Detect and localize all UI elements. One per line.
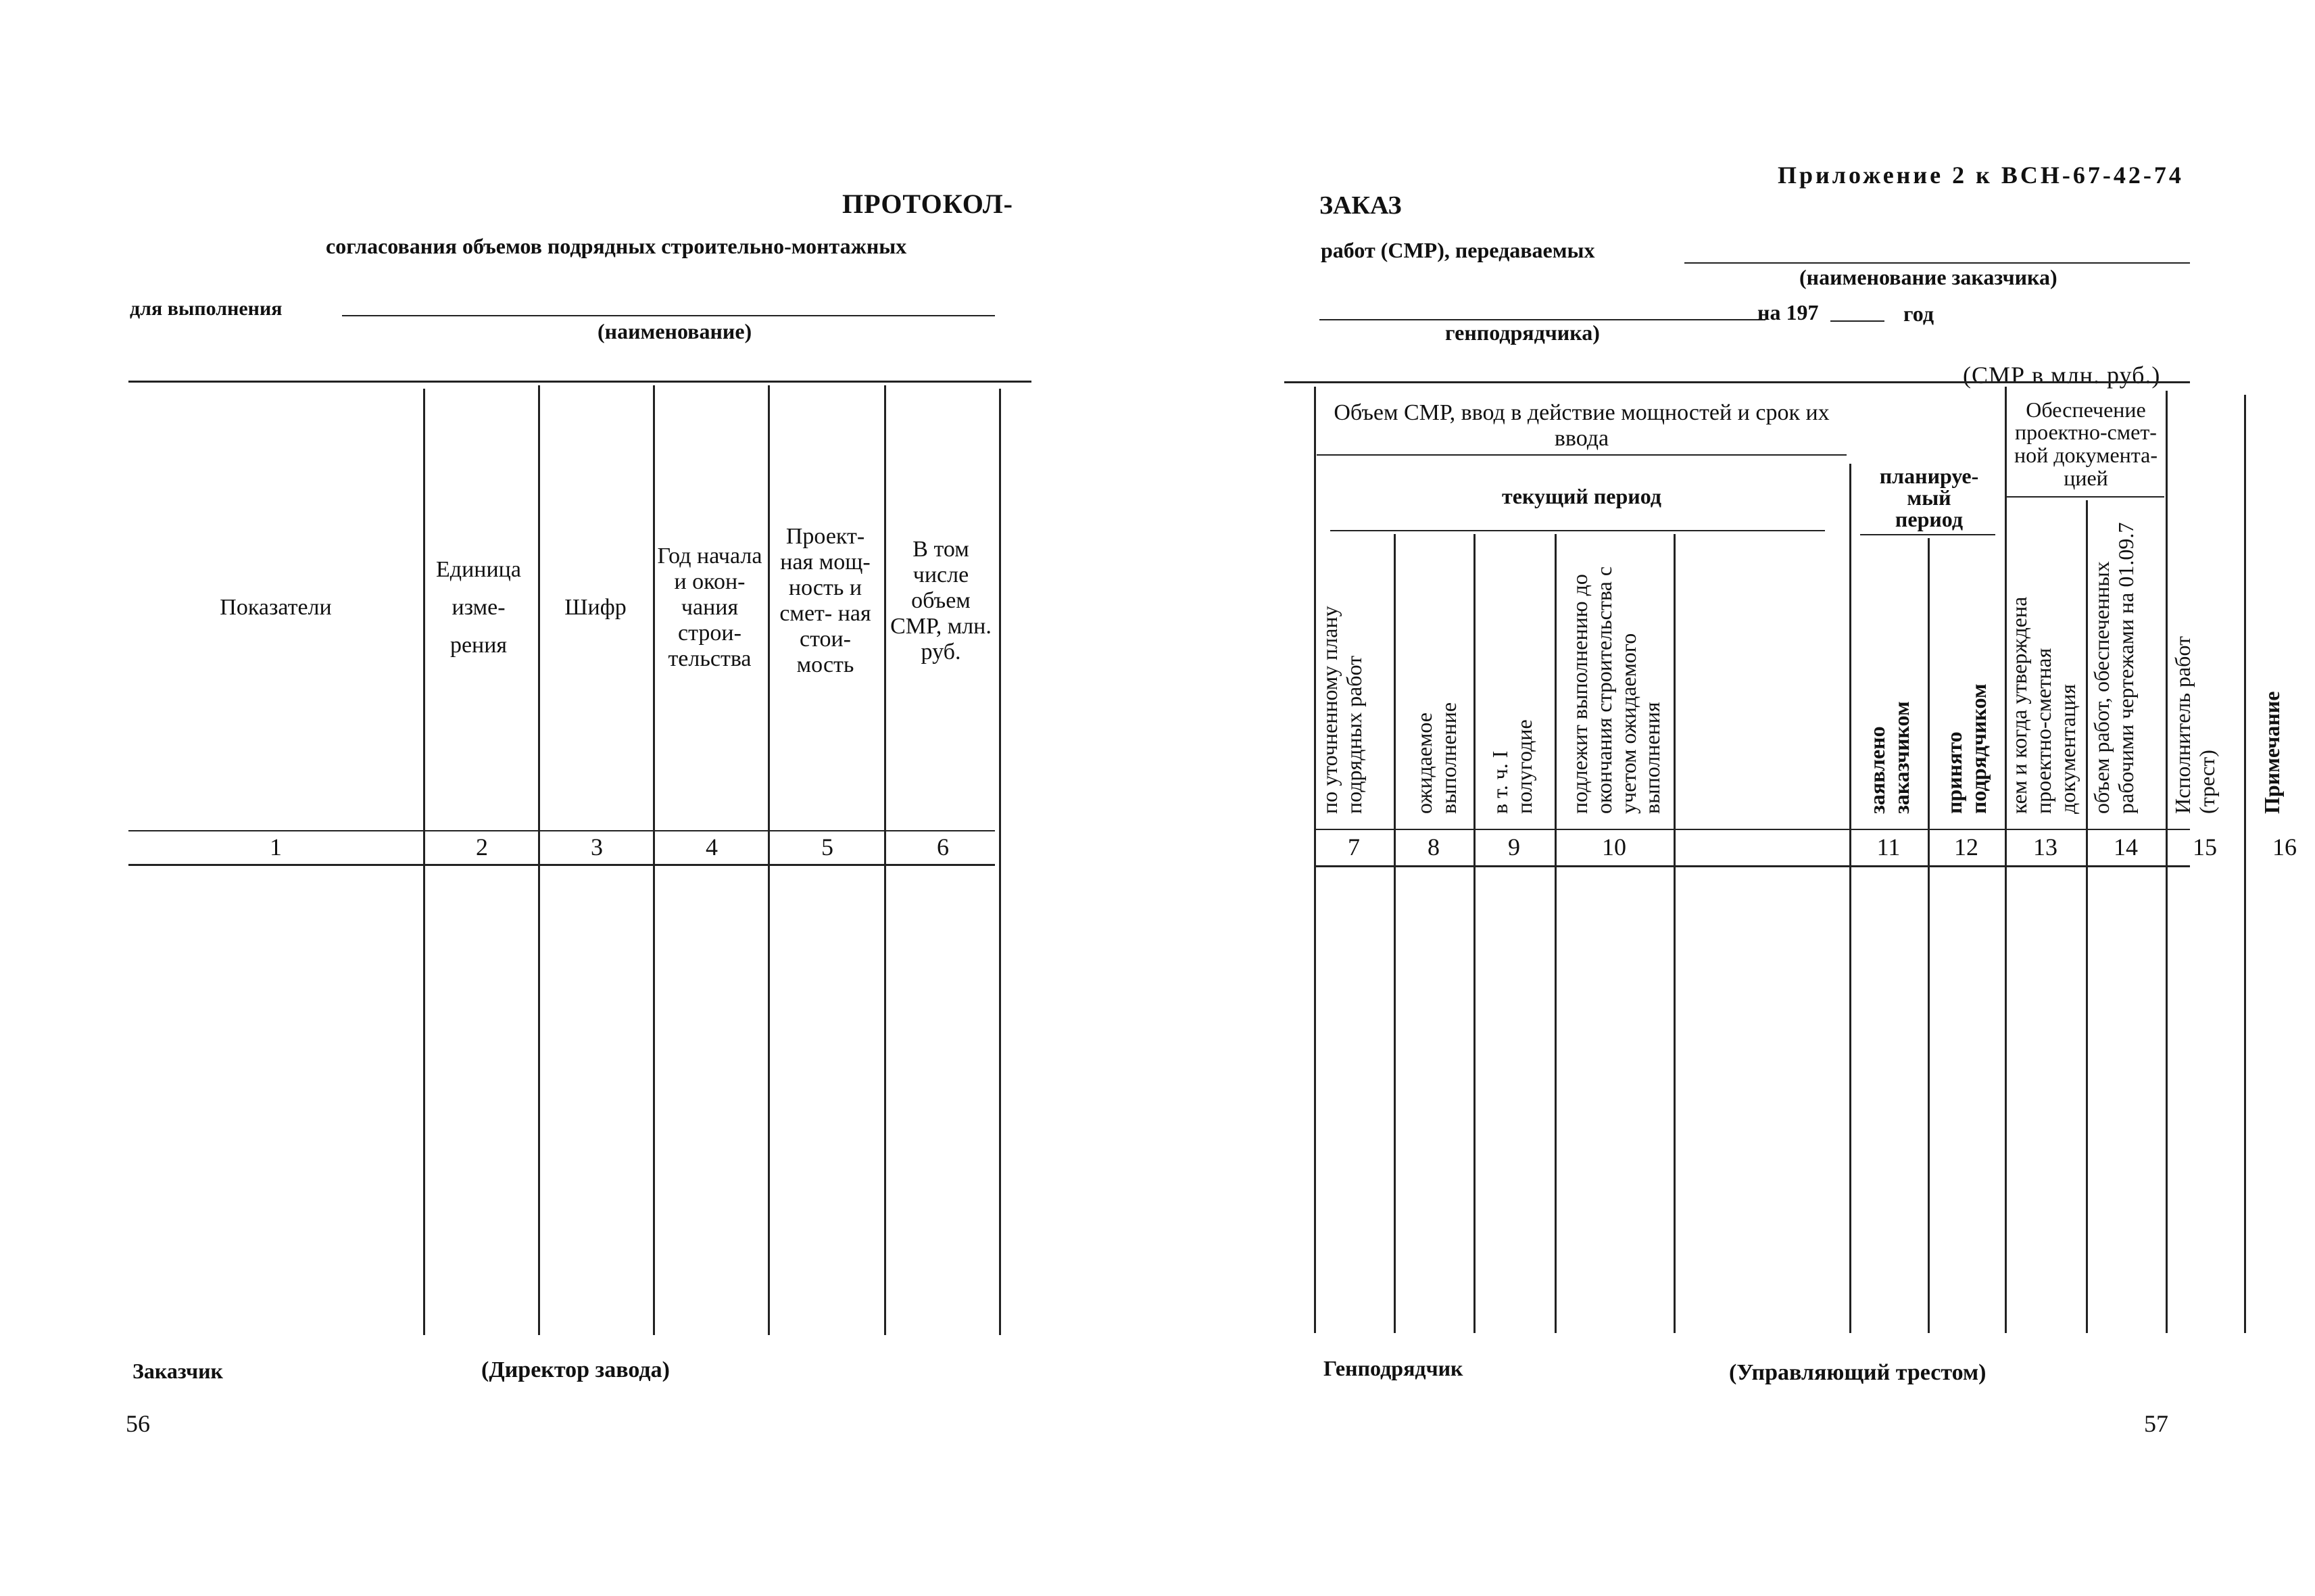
- numbers-bottom-line: [128, 864, 995, 866]
- numbers-bottom-line: [1314, 865, 2190, 867]
- col-number: 4: [706, 833, 718, 861]
- planned-period-line: [1860, 534, 1995, 535]
- year-underline: [1830, 320, 1884, 322]
- col-number: 7: [1348, 833, 1360, 861]
- col-number: 16: [2272, 833, 2297, 861]
- customer-caption: (наименование заказчика): [1799, 265, 2057, 289]
- col-divider: [538, 385, 540, 1335]
- col-divider: [1928, 538, 1930, 1333]
- col-divider: [2086, 500, 2088, 1333]
- col-number: 6: [937, 833, 949, 861]
- header-code: Шифр: [564, 594, 627, 620]
- table-top-border: [1284, 381, 2190, 383]
- col-number: 8: [1428, 833, 1440, 861]
- header-unit: Единица изме- рения: [436, 556, 521, 658]
- customer-label: Заказчик: [132, 1359, 223, 1383]
- header-planned-period: планируе- мый период: [1879, 464, 1979, 531]
- col-divider: [999, 389, 1001, 1335]
- header-volume-group: Объем СМР, ввод в действие мощностей и срок их ввода: [1334, 400, 1830, 451]
- header-indicators: Показатели: [220, 594, 332, 620]
- units-label: (СМР в млн. руб.): [1963, 362, 2161, 389]
- header-plan: по уточненному плану подрядных работ: [1317, 606, 1366, 814]
- header-requested: заявлено заказчиком: [1865, 701, 1914, 814]
- page-number-left: 56: [126, 1410, 150, 1437]
- col-number: 12: [1954, 833, 1978, 861]
- col-number: 10: [1602, 833, 1626, 861]
- col-divider: [1473, 534, 1476, 1333]
- header-half-year: в т. ч. I полугодие: [1488, 719, 1536, 814]
- contractor-role: (Управляющий трестом): [1729, 1360, 1987, 1385]
- contractor-caption: генподрядчика): [1445, 320, 1600, 345]
- col-number: 3: [591, 833, 603, 861]
- col-number: 15: [2193, 833, 2217, 861]
- header-smr-volume: В том числе объем СМР, млн. руб.: [890, 536, 992, 665]
- contractor-label: Генподрядчик: [1323, 1356, 1463, 1380]
- for-execution-label: для выполнения: [130, 297, 283, 320]
- col-number: 2: [476, 833, 488, 861]
- header-years: Год начала и окон- чания строи- тельства: [657, 543, 762, 672]
- page-number-right: 57: [2144, 1410, 2168, 1437]
- col-divider: [2166, 391, 2168, 1333]
- col-number: 5: [821, 833, 833, 861]
- header-docs-group: Обеспечение проектно-смет- ной документа- цией: [2014, 397, 2158, 490]
- name-underline: [342, 315, 995, 316]
- appendix-label: Приложение 2 к ВСН-67-42-74: [1778, 162, 2184, 189]
- year-suffix: год: [1903, 301, 1934, 326]
- col-divider: [1674, 534, 1676, 1333]
- volume-group-line: [1317, 454, 1847, 456]
- col-divider: [653, 385, 655, 1335]
- order-subtitle: работ (СМР), передаваемых: [1321, 238, 1595, 262]
- protocol-title: ПРОТОКОЛ-: [842, 189, 1013, 219]
- col-divider: [423, 389, 425, 1335]
- left-page: [0, 0, 1157, 1596]
- header-bottom-line: [1314, 829, 2190, 830]
- col-number: 13: [2033, 833, 2057, 861]
- col-divider: [1394, 534, 1396, 1333]
- col-divider: [2244, 395, 2246, 1333]
- right-page: [1157, 0, 2315, 1596]
- customer-role: (Директор завода): [481, 1357, 670, 1382]
- customer-underline: [1684, 262, 2190, 264]
- header-current-period: текущий период: [1502, 484, 1661, 509]
- header-accepted: принято подрядчиком: [1942, 683, 1991, 814]
- protocol-subtitle: согласования объемов подрядных строительно-монтажных: [326, 234, 907, 258]
- header-approved-by: кем и когда утверждена проектно-сметная документация: [2007, 596, 2080, 814]
- col-number: 14: [2114, 833, 2138, 861]
- col-number: 9: [1508, 833, 1520, 861]
- header-capacity: Проект- ная мощ- ность и смет- ная стои- мость: [779, 523, 871, 678]
- docs-group-line: [2006, 496, 2164, 498]
- year-label: на 197: [1757, 300, 1819, 324]
- col-divider: [1849, 464, 1851, 1333]
- header-expected: ожидаемое выполнение: [1412, 702, 1461, 814]
- order-title: ЗАКАЗ: [1319, 191, 1402, 220]
- col-divider: [884, 385, 886, 1335]
- header-bottom-line: [128, 830, 995, 831]
- header-drawings-volume: объем работ, обеспеченных рабочими чертежами на 01.09.7: [2089, 522, 2138, 814]
- col-number: 11: [1876, 833, 1901, 861]
- col-divider: [768, 385, 770, 1335]
- col-divider: [1555, 534, 1557, 1333]
- name-caption: (наименование): [598, 319, 752, 343]
- header-executor: Исполнитель работ (трест): [2170, 635, 2219, 814]
- header-note: Примечание: [2260, 691, 2284, 814]
- col-number: 1: [270, 833, 282, 861]
- header-remaining: подлежит выполнению до окончания строительства с учетом ожидаемого выполнения: [1567, 566, 1665, 814]
